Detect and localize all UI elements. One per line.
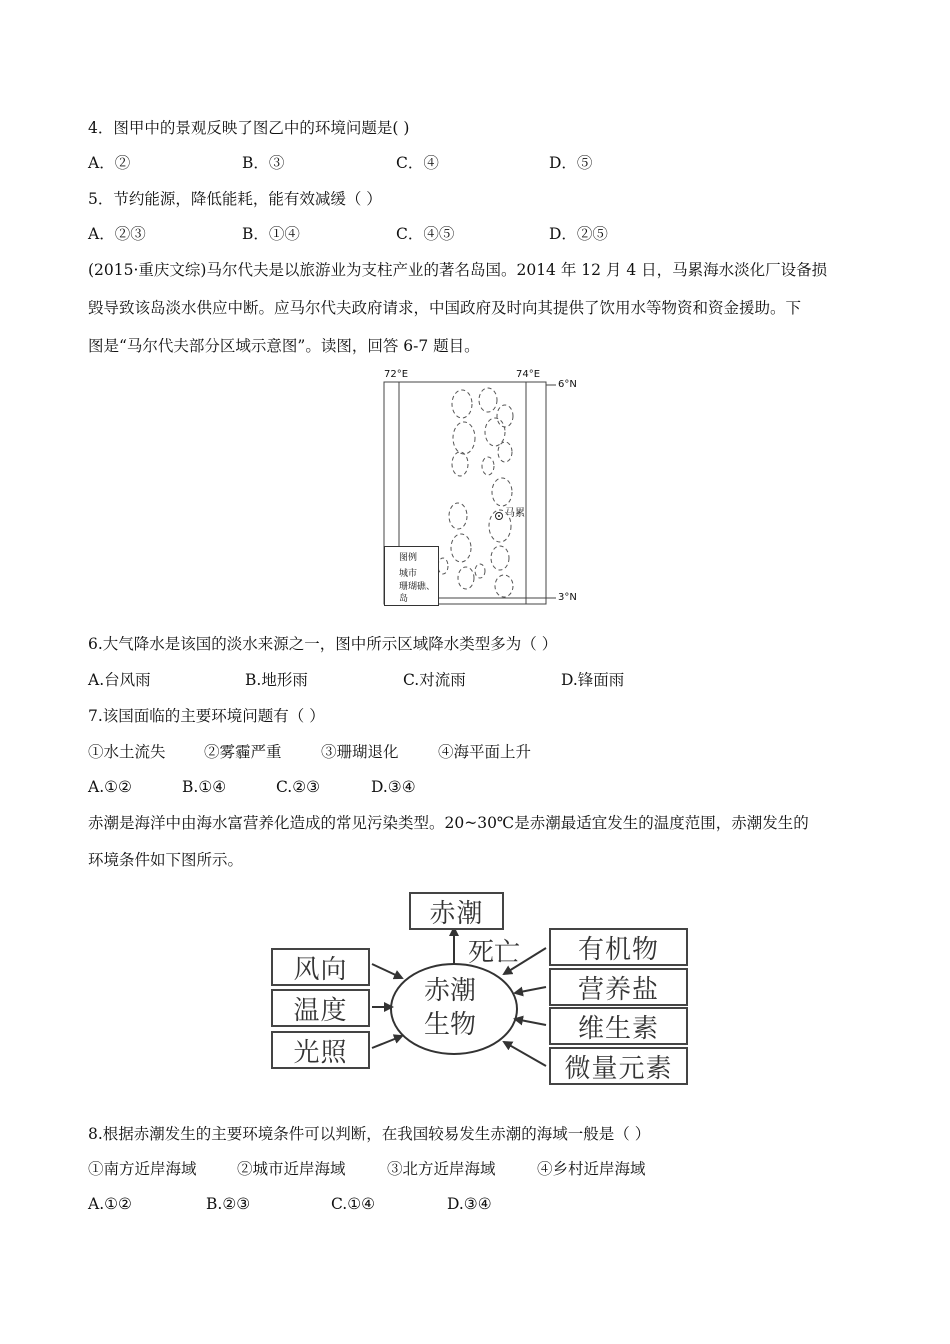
q4-option-c: C．④ — [396, 154, 439, 172]
arrow-trace — [504, 1042, 546, 1066]
q5-option-a: A．②③ — [88, 225, 146, 243]
q5-option-c: C．④⑤ — [396, 225, 455, 243]
passage1-line2: 毁导致该岛淡水供应中断。应马尔代夫政府请求，中国政府及时向其提供了饮用水等物资和资金援助。下 — [88, 299, 802, 317]
wind-box: 风向 — [271, 948, 370, 986]
atolls — [438, 388, 513, 597]
trace-element-box: 微量元素 — [549, 1047, 688, 1085]
legend-island: 岛 — [399, 594, 409, 604]
vitamin-box: 维生素 — [549, 1007, 688, 1045]
q7-item-3: ③珊瑚退化 — [321, 743, 399, 761]
q4-option-b: B．③ — [242, 154, 285, 172]
map-graphic — [340, 366, 610, 612]
maldives-map — [340, 366, 610, 612]
legend-reef: 珊瑚礁、 — [399, 582, 436, 592]
map-city-label: 马累 — [505, 508, 525, 519]
q7-option-b: B.①④ — [182, 778, 227, 796]
q4-option-a: A．② — [88, 154, 131, 172]
passage1-line3: 图是“马尔代夫部分区域示意图”。读图，回答 6-7 题目。 — [88, 337, 480, 355]
passage2-line1: 赤潮是海洋中由海水富营养化造成的常见污染类型。20~30℃是赤潮最适宜发生的温度范围，赤潮发生的 — [88, 814, 809, 832]
red-tide-box: 赤潮 — [409, 892, 504, 930]
light-box: 光照 — [271, 1031, 370, 1069]
q6-option-b: B.地形雨 — [245, 671, 308, 689]
map-legend — [384, 546, 439, 606]
arrow-light — [372, 1036, 402, 1048]
q8-item-1: ①南方近岸海域 — [88, 1160, 197, 1178]
passage2-line2: 环境条件如下图所示。 — [88, 851, 244, 869]
q8-item-3: ③北方近岸海域 — [387, 1160, 496, 1178]
center-label-1: 赤潮 — [424, 976, 477, 1006]
arrow-vitamin — [515, 1019, 546, 1025]
q4-option-d: D．⑤ — [549, 154, 593, 172]
q7-stem: 7.该国面临的主要环境问题有（ ） — [88, 707, 325, 725]
legend-city: 城市 — [399, 569, 418, 579]
arrow-nutrient — [515, 987, 546, 993]
q4-stem: 4．图甲中的景观反映了图乙中的环境问题是( ) — [88, 119, 410, 137]
red-tide-diagram — [268, 888, 692, 1090]
q8-stem: 8.根据赤潮发生的主要环境条件可以判断，在我国较易发生赤潮的海域一般是（ ） — [88, 1125, 651, 1143]
center-label-2: 生物 — [424, 1010, 477, 1040]
q6-stem: 6.大气降水是该国的淡水来源之一，图中所示区域降水类型多为（ ） — [88, 635, 558, 653]
q5-option-d: D．②⑤ — [549, 225, 608, 243]
q7-item-1: ①水土流失 — [88, 743, 166, 761]
legend-title: 图例 — [399, 553, 418, 563]
q7-option-c: C.②③ — [276, 778, 321, 796]
q8-item-2: ②城市近岸海域 — [237, 1160, 346, 1178]
nutrient-box: 营养盐 — [549, 968, 688, 1006]
q6-option-c: C.对流雨 — [403, 671, 466, 689]
arrow-wind — [372, 964, 402, 978]
q7-item-2: ②雾霾严重 — [204, 743, 282, 761]
q5-option-b: B．①④ — [242, 225, 300, 243]
q7-option-d: D.③④ — [371, 778, 416, 796]
organic-box: 有机物 — [549, 928, 688, 966]
q6-option-d: D.锋面雨 — [561, 671, 625, 689]
passage1-line1: (2015·重庆文综)马尔代夫是以旅游业为支柱产业的著名岛国。2014 年 12 月 4 日，马累海水淡化厂设备损 — [88, 261, 828, 279]
q8-option-d: D.③④ — [447, 1195, 492, 1213]
map-lon-right: 74°E — [516, 369, 541, 380]
q8-option-c: C.①④ — [331, 1195, 376, 1213]
q7-item-4: ④海平面上升 — [438, 743, 532, 761]
map-lat-top: 6°N — [558, 379, 577, 390]
map-lon-left: 72°E — [384, 369, 409, 380]
q8-option-b: B.②③ — [206, 1195, 251, 1213]
temperature-box: 温度 — [271, 989, 370, 1027]
q8-option-a: A.①② — [88, 1195, 132, 1213]
q7-option-a: A.①② — [88, 778, 132, 796]
q8-item-4: ④乡村近岸海域 — [537, 1160, 646, 1178]
map-lat-bottom: 3°N — [558, 592, 577, 603]
death-label: 死亡 — [468, 938, 521, 968]
q6-option-a: A.台风雨 — [88, 671, 151, 689]
q5-stem: 5．节约能源，降低能耗，能有效减缓（ ） — [88, 190, 382, 208]
